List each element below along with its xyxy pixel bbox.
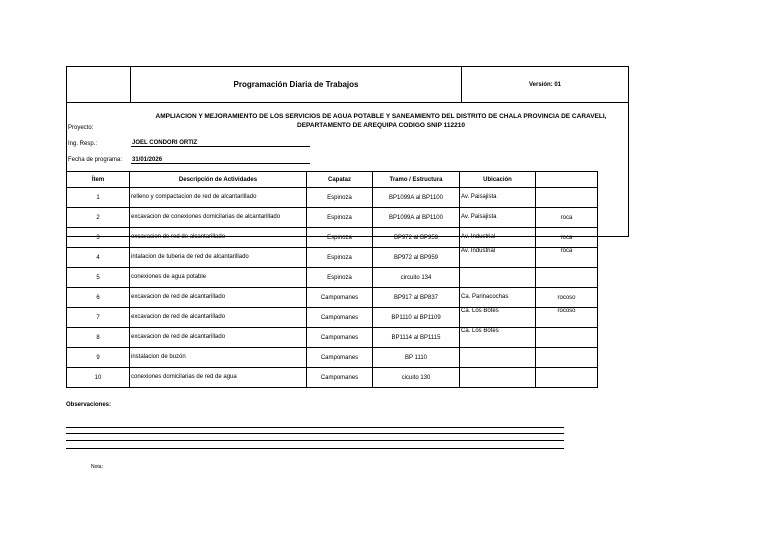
col-extra bbox=[536, 172, 598, 188]
cell-nota: roca bbox=[536, 248, 598, 268]
cell-tramo: BP1099A al BP1100 bbox=[373, 208, 460, 228]
cell-capataz: Campomanes bbox=[307, 308, 373, 328]
cell-nota bbox=[536, 328, 598, 348]
sheet-title: Programación Diaria de Trabajos bbox=[131, 67, 462, 102]
cell-tramo: BP972 al BP959 bbox=[373, 228, 460, 248]
resp-label: Ing. Resp.: bbox=[68, 141, 98, 147]
observation-line bbox=[66, 440, 564, 441]
date-value: 31/01/2026 bbox=[131, 157, 310, 164]
cell-ubicacion: Av. Paisajista bbox=[460, 188, 536, 208]
col-descripcion: Descripción de Actividades bbox=[130, 172, 307, 188]
cell-desc: conexiones domicilarias de red de agua bbox=[130, 368, 307, 388]
activities-table bbox=[66, 171, 598, 388]
cell-ubicacion bbox=[460, 368, 536, 388]
cell-tramo: BP917 al BP837 bbox=[373, 288, 460, 308]
cell-item: 6 bbox=[67, 288, 130, 308]
cell-nota: rocoso bbox=[536, 288, 598, 308]
cell-ubicacion: Ca. Los Botes bbox=[460, 328, 536, 348]
cell-desc: excavacion de red de alcantarillado bbox=[130, 308, 307, 328]
cell-item: 5 bbox=[67, 268, 130, 288]
version-label: Versión: 01 bbox=[528, 81, 561, 88]
col-item: Ítem bbox=[67, 172, 130, 188]
cell-ubicacion: Av. Industrial bbox=[460, 228, 536, 248]
cell-nota: roca bbox=[536, 208, 598, 228]
cell-capataz: Espinoza bbox=[307, 268, 373, 288]
cell-item: 8 bbox=[67, 328, 130, 348]
cell-item: 1 bbox=[67, 188, 130, 208]
cell-nota bbox=[536, 188, 598, 208]
cell-desc: excavacion de red de alcantarillado bbox=[130, 228, 307, 248]
table-row bbox=[67, 308, 598, 328]
cell-tramo: cicuito 130 bbox=[373, 368, 460, 388]
cell-nota bbox=[536, 368, 598, 388]
table-row bbox=[67, 188, 598, 208]
resp-value: JOEL CONDORI ORTIZ bbox=[131, 140, 310, 147]
cell-desc: excavacion de red de alcantarillado bbox=[130, 328, 307, 348]
table-row bbox=[67, 228, 598, 248]
cell-capataz: Campomanes bbox=[307, 288, 373, 308]
cell-capataz: Espinoza bbox=[307, 248, 373, 268]
table-row bbox=[67, 268, 598, 288]
cell-capataz: Espinoza bbox=[307, 228, 373, 248]
nota-label: Nota: bbox=[91, 464, 103, 470]
project-name: AMPLIACION Y MEJORAMIENTO DE LOS SERVICIOS DE AGUA POTABLE Y SANEAMIENTO DEL DISTRITO DE CHALA PROVINCIA DE CARAVELI, DEPARTAMENTO DE AREQUIPA CODIGO SNIP 112210 bbox=[155, 113, 607, 129]
cell-item: 4 bbox=[67, 248, 130, 268]
cell-tramo: BP1110 al BP1109 bbox=[373, 308, 460, 328]
cell-item: 9 bbox=[67, 348, 130, 368]
cell-nota: rocoso bbox=[536, 308, 598, 328]
observaciones-label: Observaciones: bbox=[66, 402, 112, 408]
table-row bbox=[67, 348, 598, 368]
col-tramo: Tramo / Estructura bbox=[373, 172, 460, 188]
cell-capataz: Campomanes bbox=[307, 348, 373, 368]
cell-capataz: Espinoza bbox=[307, 208, 373, 228]
cell-tramo: circuito 134 bbox=[373, 268, 460, 288]
col-ubicacion: Ubicación bbox=[460, 172, 536, 188]
table-row bbox=[67, 328, 598, 348]
date-label: Fecha de programa: bbox=[68, 157, 123, 163]
observation-line bbox=[66, 433, 564, 434]
observation-line bbox=[66, 427, 564, 428]
cell-tramo: BP 1110 bbox=[373, 348, 460, 368]
cell-capataz: Espinoza bbox=[307, 188, 373, 208]
cell-ubicacion bbox=[460, 348, 536, 368]
cell-ubicacion: Av. Industrial bbox=[460, 248, 536, 268]
cell-ubicacion: Av. Paisajista bbox=[460, 208, 536, 228]
header-box bbox=[66, 66, 629, 103]
table-row bbox=[67, 288, 598, 308]
cell-desc: excavacion de red de alcantarillado bbox=[130, 288, 307, 308]
col-capataz: Capataz bbox=[307, 172, 373, 188]
cell-nota bbox=[536, 268, 598, 288]
cell-desc: excavacion de conexiones domicilarias de alcantarillado bbox=[130, 208, 307, 228]
cell-desc: instalacion de buzón bbox=[130, 348, 307, 368]
cell-desc: relleno y compactacion de red de alcantarillado bbox=[130, 188, 307, 208]
cell-ubicacion: Ca. Parinacochas bbox=[460, 288, 536, 308]
table-row bbox=[67, 368, 598, 388]
cell-tramo: BP1099A al BP1100 bbox=[373, 188, 460, 208]
project-label: Proyecto: bbox=[68, 125, 94, 131]
cell-nota bbox=[536, 348, 598, 368]
cell-item: 3 bbox=[67, 228, 130, 248]
cell-nota: roca bbox=[536, 228, 598, 248]
cell-desc: intalacion de tuberia de red de alcantarillado bbox=[130, 248, 307, 268]
cell-ubicacion: Ca. Los Botes bbox=[460, 308, 536, 328]
table-row bbox=[67, 208, 598, 228]
table-row bbox=[67, 248, 598, 268]
cell-capataz: Campomanes bbox=[307, 368, 373, 388]
cell-item: 2 bbox=[67, 208, 130, 228]
cell-tramo: BP972 al BP959 bbox=[373, 248, 460, 268]
cell-capataz: Campomanes bbox=[307, 328, 373, 348]
project-info-box bbox=[66, 102, 629, 381]
table-header-row bbox=[67, 172, 598, 188]
cell-desc: conexiones de agua potable bbox=[130, 268, 307, 288]
cell-item: 7 bbox=[67, 308, 130, 328]
cell-item: 10 bbox=[67, 368, 130, 388]
cell-tramo: BP1114 al BP1115 bbox=[373, 328, 460, 348]
cell-ubicacion bbox=[460, 268, 536, 288]
observation-line bbox=[66, 448, 564, 449]
logo-cell bbox=[67, 67, 131, 102]
